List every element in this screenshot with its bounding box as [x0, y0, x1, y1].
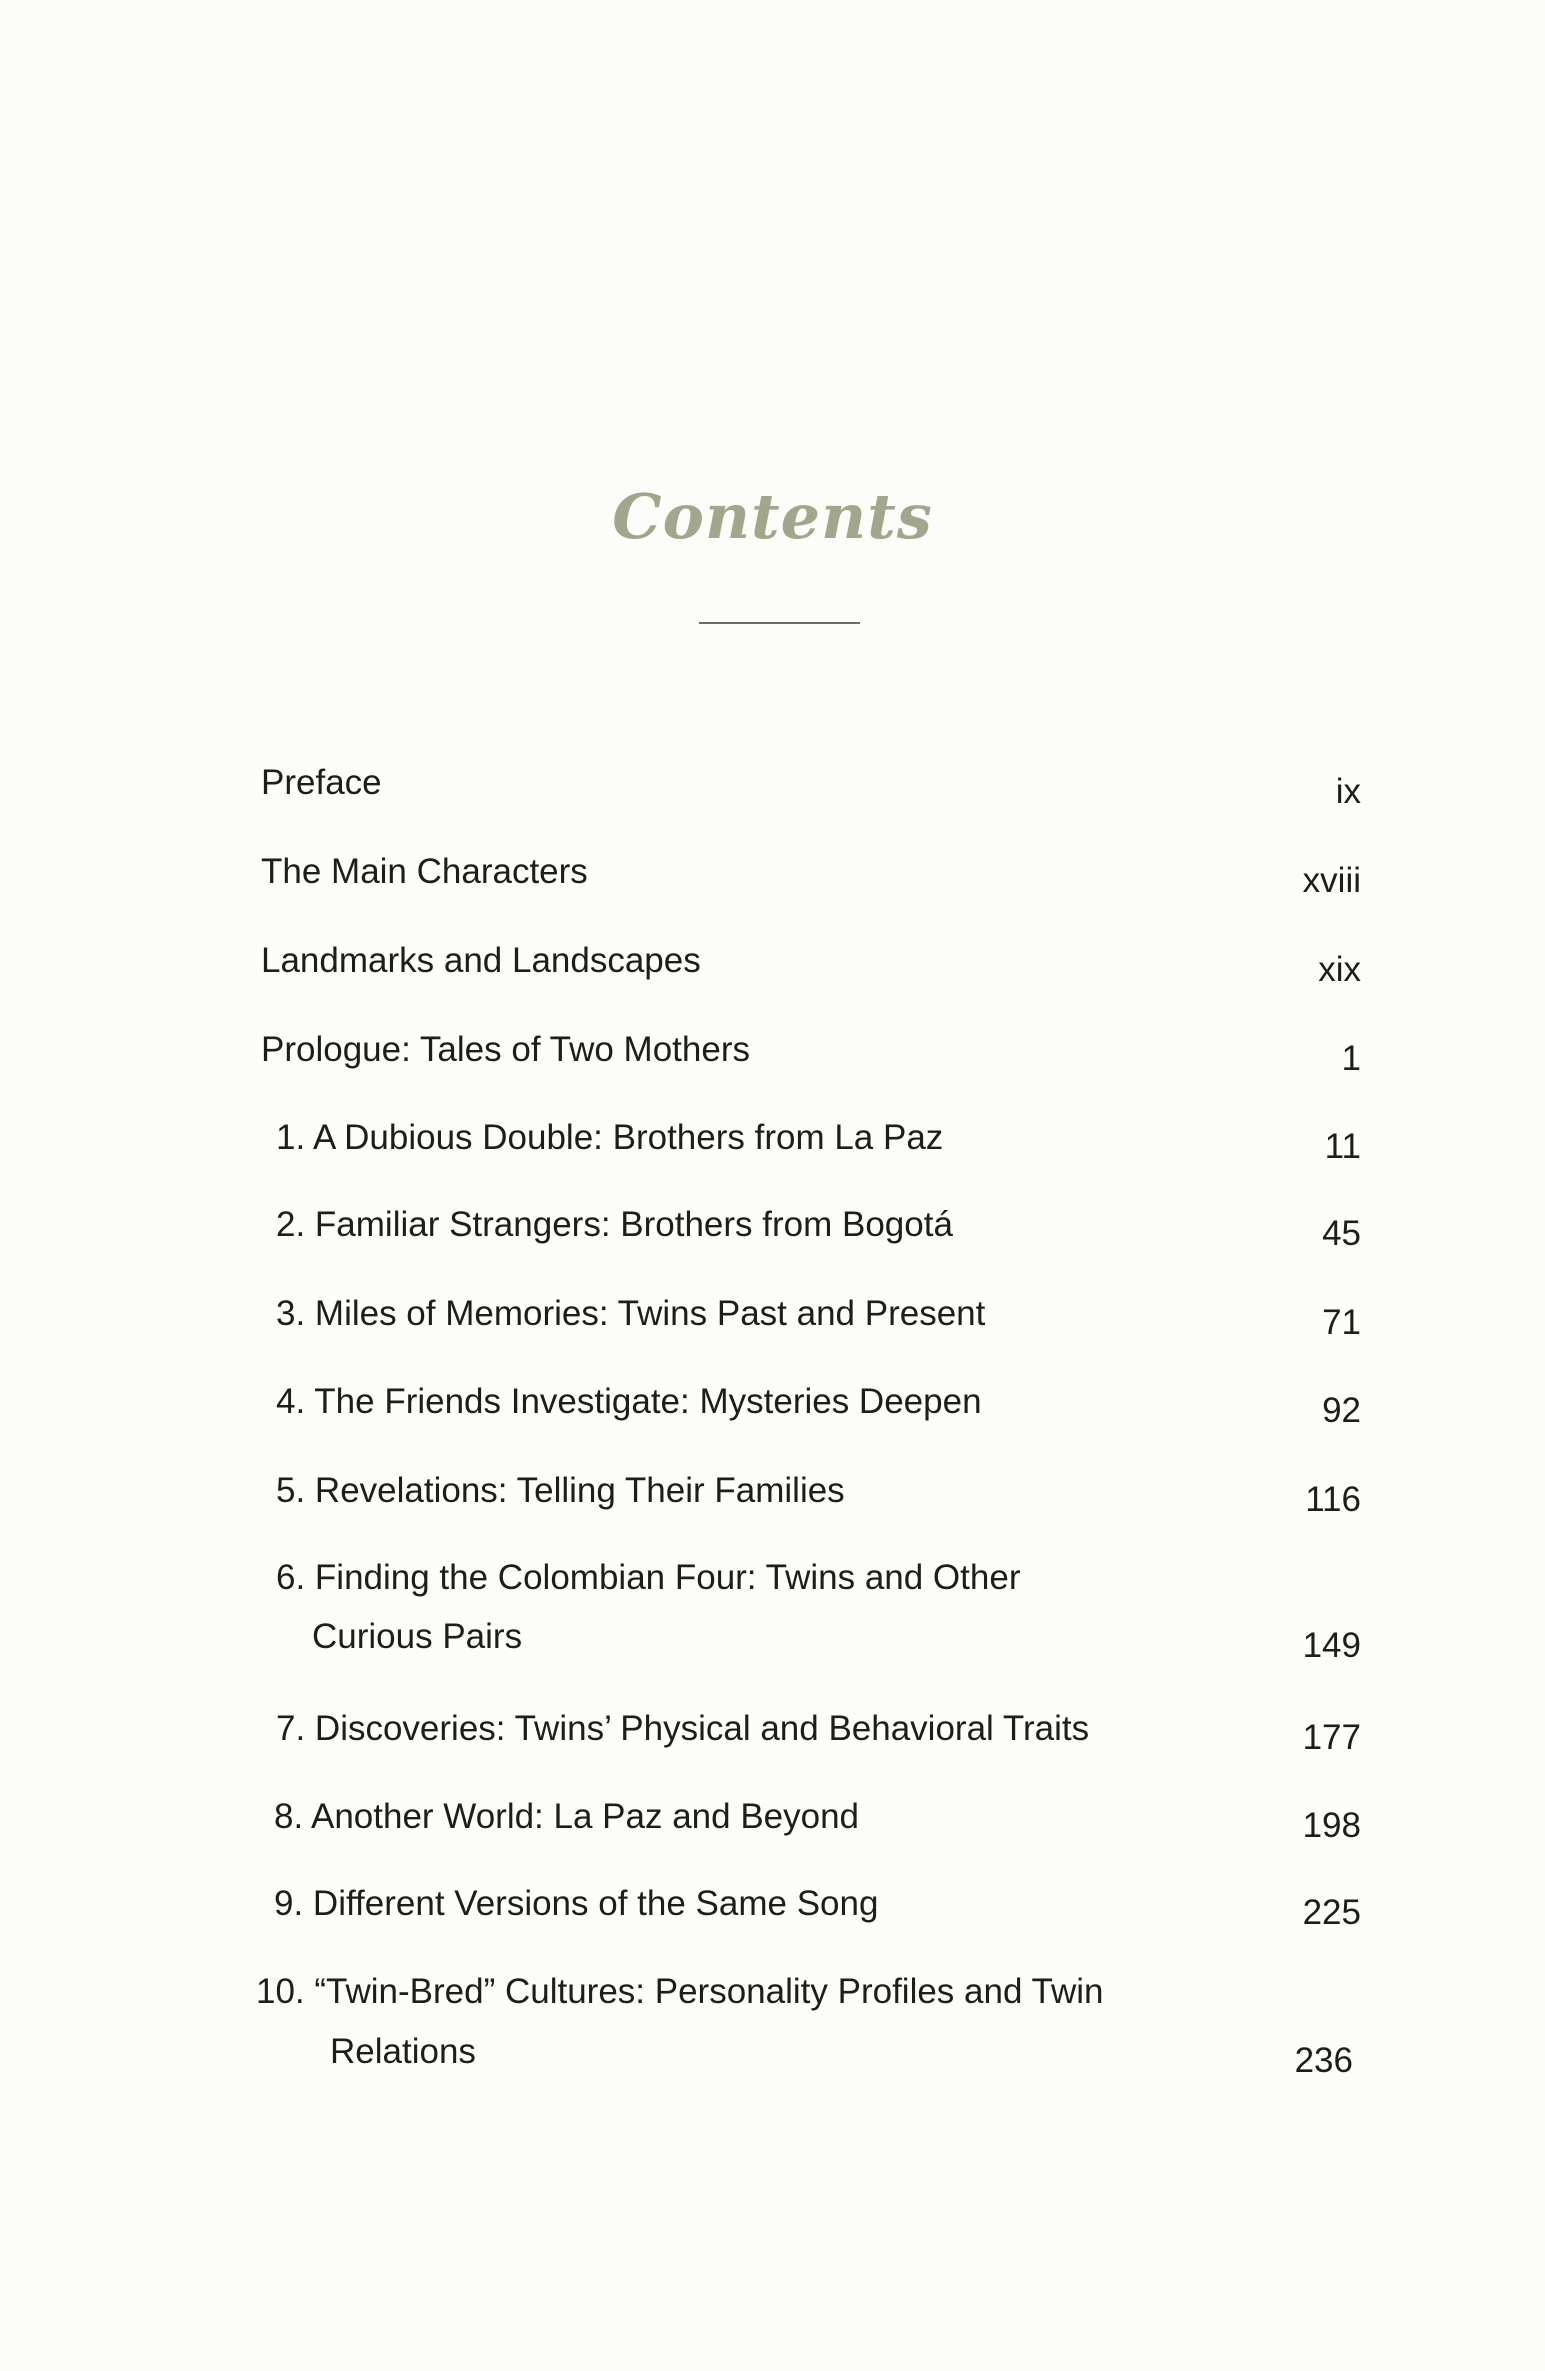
- toc-entry-label[interactable]: 4. The Friends Investigate: Mysteries Deepen: [276, 1382, 982, 1421]
- toc-entry-label[interactable]: Prologue: Tales of Two Mothers: [261, 1030, 750, 1069]
- toc-entry-page: 198: [1302, 1806, 1361, 1845]
- toc-entry-page: 149: [1302, 1626, 1361, 1665]
- toc-entry-page: 71: [1322, 1303, 1361, 1342]
- toc-entry-label[interactable]: 1. A Dubious Double: Brothers from La Paz: [276, 1118, 944, 1157]
- toc-entry-page: 116: [1305, 1480, 1361, 1519]
- toc-entry-label-continued[interactable]: Relations: [330, 2032, 476, 2071]
- page-title: Contents: [612, 480, 933, 553]
- toc-entry-label[interactable]: 10. “Twin-Bred” Cultures: Personality Profiles and Twin: [256, 1972, 1104, 2011]
- toc-entry-label[interactable]: 3. Miles of Memories: Twins Past and Present: [276, 1294, 986, 1333]
- toc-entry-label[interactable]: 5. Revelations: Telling Their Families: [276, 1471, 845, 1510]
- toc-entry-label[interactable]: Preface: [261, 763, 382, 802]
- title-divider: [699, 622, 860, 624]
- toc-entry-label[interactable]: The Main Characters: [261, 852, 588, 891]
- toc-entry-page: 11: [1324, 1127, 1361, 1166]
- toc-entry-page: xix: [1318, 950, 1361, 989]
- toc-entry-label[interactable]: 7. Discoveries: Twins’ Physical and Behavioral Traits: [276, 1709, 1090, 1748]
- toc-entry-page: ix: [1335, 772, 1361, 811]
- toc-entry-label[interactable]: Landmarks and Landscapes: [261, 941, 701, 980]
- toc-entry-page: 45: [1322, 1214, 1361, 1253]
- toc-entry-label[interactable]: 9. Different Versions of the Same Song: [274, 1884, 879, 1923]
- toc-entry-page: 225: [1302, 1893, 1361, 1932]
- toc-entry-page: 177: [1302, 1718, 1361, 1757]
- toc-entry-label-continued[interactable]: Curious Pairs: [312, 1617, 523, 1656]
- toc-entry-page: xviii: [1302, 861, 1361, 900]
- toc-entry-label[interactable]: 2. Familiar Strangers: Brothers from Bogotá: [276, 1205, 953, 1244]
- toc-entry-page: 92: [1322, 1391, 1361, 1430]
- toc-entry-page: 1: [1341, 1039, 1361, 1078]
- toc-entry-label[interactable]: 8. Another World: La Paz and Beyond: [274, 1797, 860, 1836]
- toc-entry-label[interactable]: 6. Finding the Colombian Four: Twins and Other: [276, 1558, 1021, 1597]
- toc-entry-page: 236: [1294, 2041, 1353, 2080]
